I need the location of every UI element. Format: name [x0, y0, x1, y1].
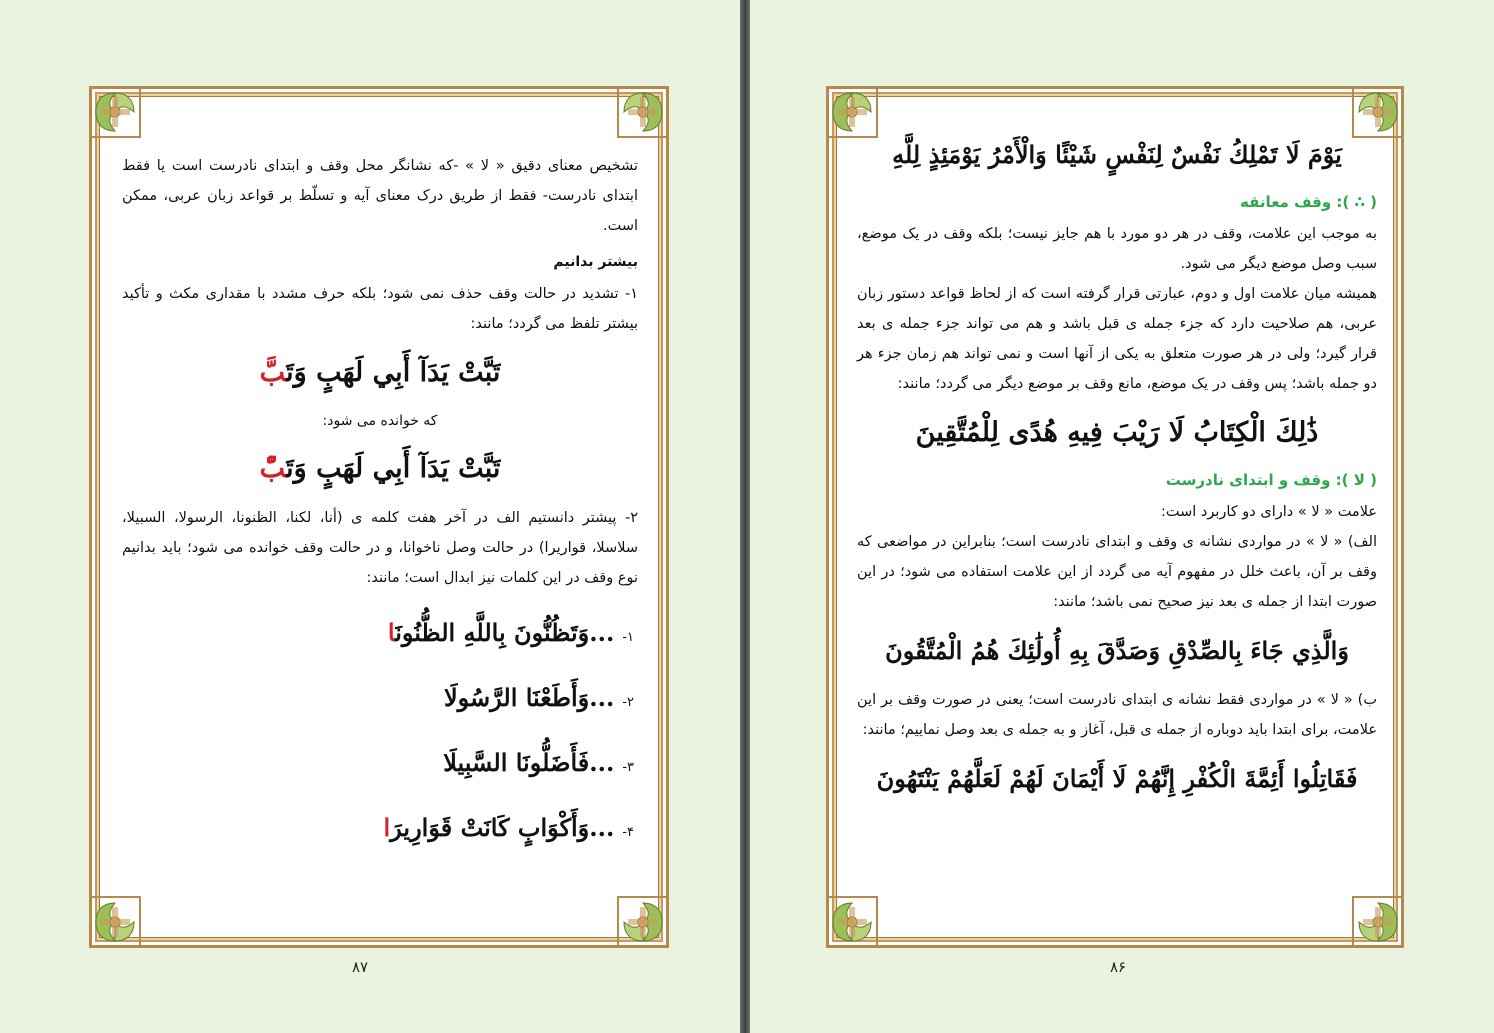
- page-number: ۸۷: [352, 958, 369, 976]
- verse-text: تَبَّتْ يَدَآ أَبِي لَهَبٍ وَتَ: [286, 357, 501, 388]
- verse-text: تَبَّتْ يَدَآ أَبِي لَهَبٍ وَتَ: [286, 453, 501, 484]
- section-title-text: ( ∴ ): وقف معانقه: [1240, 193, 1377, 211]
- ornament-icon: [614, 893, 672, 951]
- left-page-frame: [89, 86, 669, 948]
- paragraph: الف) « لا » در مواردی نشانه ی وقف و ابتدای نادرست است؛ بنابراین در مواضعی که وقف بر آن، باعث خلل در مفهوم آیه می گردد از این علامت استفاده می شود؛ در این صورت ابتدا از جمله ی بعد نیز صحیح نمی باشد؛ مانند:: [857, 534, 1377, 610]
- verse-highlight: بَّ: [259, 357, 287, 388]
- verse-highlight: ا: [383, 813, 391, 842]
- list-item: [122, 733, 638, 798]
- paragraph: همیشه میان علامت اول و دوم، عبارتی قرار گرفته است که از لحاظ قواعد دستور زبان عربی، هم صلاحیت دارد که جزء جمله ی قبل باشد و هم می تواند جزء جمله ی بعد قرار گیرد؛ ولی در هر صورت متعلق به یکی از آنها است و نمی تواند هم زمان جزء هر دو جمله باشد؛ پس وقف در یک موضع، مانع وقف بر موضع دیگر می گردد؛ مانند:: [857, 286, 1377, 392]
- book-gutter: [740, 0, 750, 1033]
- paragraph: ۲- پیشتر دانستیم الف در آخر هفت کلمه ی (أنا، لکنا، الظنونا، الرسولا، السبیلا، سلاسلا، قواریرا) در حالت وصل ناخوانا، و در حالت وقف خوانده می شود؛ باید بدانیم نوع وقف در این کلمات نیز ابدال است؛ مانند:: [122, 510, 638, 586]
- quran-verse: وَالَّذِي جَاءَ بِالصِّدْقِ وَصَدَّقَ بِهِ أُولَٰئِكَ هُمُ الْمُتَّقُونَ: [885, 636, 1349, 665]
- paragraph: به موجب این علامت، وقف در هر دو مورد با هم جایز نیست؛ بلکه وقف در یک موضع، سبب وصل موضع دیگر می شود.: [857, 226, 1377, 272]
- section-title-muanaqah: [857, 189, 1377, 215]
- left-page-content: [122, 151, 638, 863]
- list-item: [122, 798, 638, 863]
- quran-verse: [122, 351, 638, 395]
- item-number: ۱-: [622, 630, 634, 645]
- section-title-text: ( لا ): وقف و ابتدای نادرست: [1165, 471, 1377, 489]
- paragraph: علامت « لا » دارای دو کاربرد است:: [1160, 504, 1377, 520]
- paragraph: ب) « لا » در مواردی فقط نشانه ی ابتدای نادرست است؛ یعنی در صورت وقف بر این علامت، برای ابتدا باید دوباره از جمله ی قبل، آغاز و به جمله ی بعد وصل نماییم؛ مانند:: [857, 692, 1377, 738]
- item-number: ۴-: [622, 825, 634, 840]
- ornament-icon: [614, 83, 672, 141]
- list-item: [122, 668, 638, 733]
- section-heading: بیشتر بدانیم: [553, 254, 638, 270]
- paragraph: تشخیص معنای دقیق « لا » -که نشانگر محل وقف و ابتدای نادرست است یا فقط ابتدای نادرست- فقط از طریق درک معنای آیه و تسلّط بر قواعد زبان عربی، ممکن است.: [122, 158, 638, 234]
- quran-verse: [122, 447, 638, 491]
- verse-text: ...وَأَكْوَابٍ كَانَتْ قَوَارِيرَ: [390, 813, 615, 842]
- ornament-icon: [1349, 893, 1407, 951]
- ornament-icon: [86, 83, 144, 141]
- list-item: [122, 603, 638, 668]
- quran-verse: فَقَاتِلُوا أَئِمَّةَ الْكُفْرِ إِنَّهُمْ لَا أَيْمَانَ لَهُمْ لَعَلَّهُمْ يَنْتَهُونَ: [876, 764, 1358, 793]
- verse-highlight: ا: [387, 618, 396, 647]
- quran-verse: ذَٰلِكَ الْكِتَابُ لَا رَيْبَ فِيهِ هُدًى لِلْمُتَّقِينَ: [915, 417, 1319, 448]
- ornament-icon: [86, 893, 144, 951]
- verse-text: ...وَتَظُنُّونَ بِاللَّهِ الظُّنُونَ: [395, 618, 615, 647]
- paragraph: ۱- تشدید در حالت وقف حذف نمی شود؛ بلکه حرف مشدد با مقداری مکث و تأکید بیشتر تلفظ می گردد؛ مانند:: [122, 286, 638, 332]
- note: که خوانده می شود:: [322, 413, 438, 429]
- verse-highlight: بّْ: [259, 453, 287, 484]
- quran-verse: يَوْمَ لَا تَمْلِكُ نَفْسٌ لِنَفْسٍ شَيْئًا وَالْأَمْرُ يَوْمَئِذٍ لِلَّهِ: [892, 140, 1342, 169]
- left-page: [0, 0, 740, 1033]
- verse-text: ...وَأَطَعْنَا الرَّسُولَ: [443, 683, 615, 712]
- ornament-icon: [823, 893, 881, 951]
- item-number: ۳-: [622, 760, 634, 775]
- section-title-la: [857, 467, 1377, 493]
- examples-list: [122, 603, 638, 863]
- verse-text: ...فَأَضَلُّونَا السَّبِيلَ: [443, 748, 615, 777]
- page-number: ۸۶: [1110, 958, 1127, 976]
- item-number: ۲-: [622, 695, 634, 710]
- right-page-content: [857, 133, 1377, 801]
- right-page-frame: [826, 86, 1404, 948]
